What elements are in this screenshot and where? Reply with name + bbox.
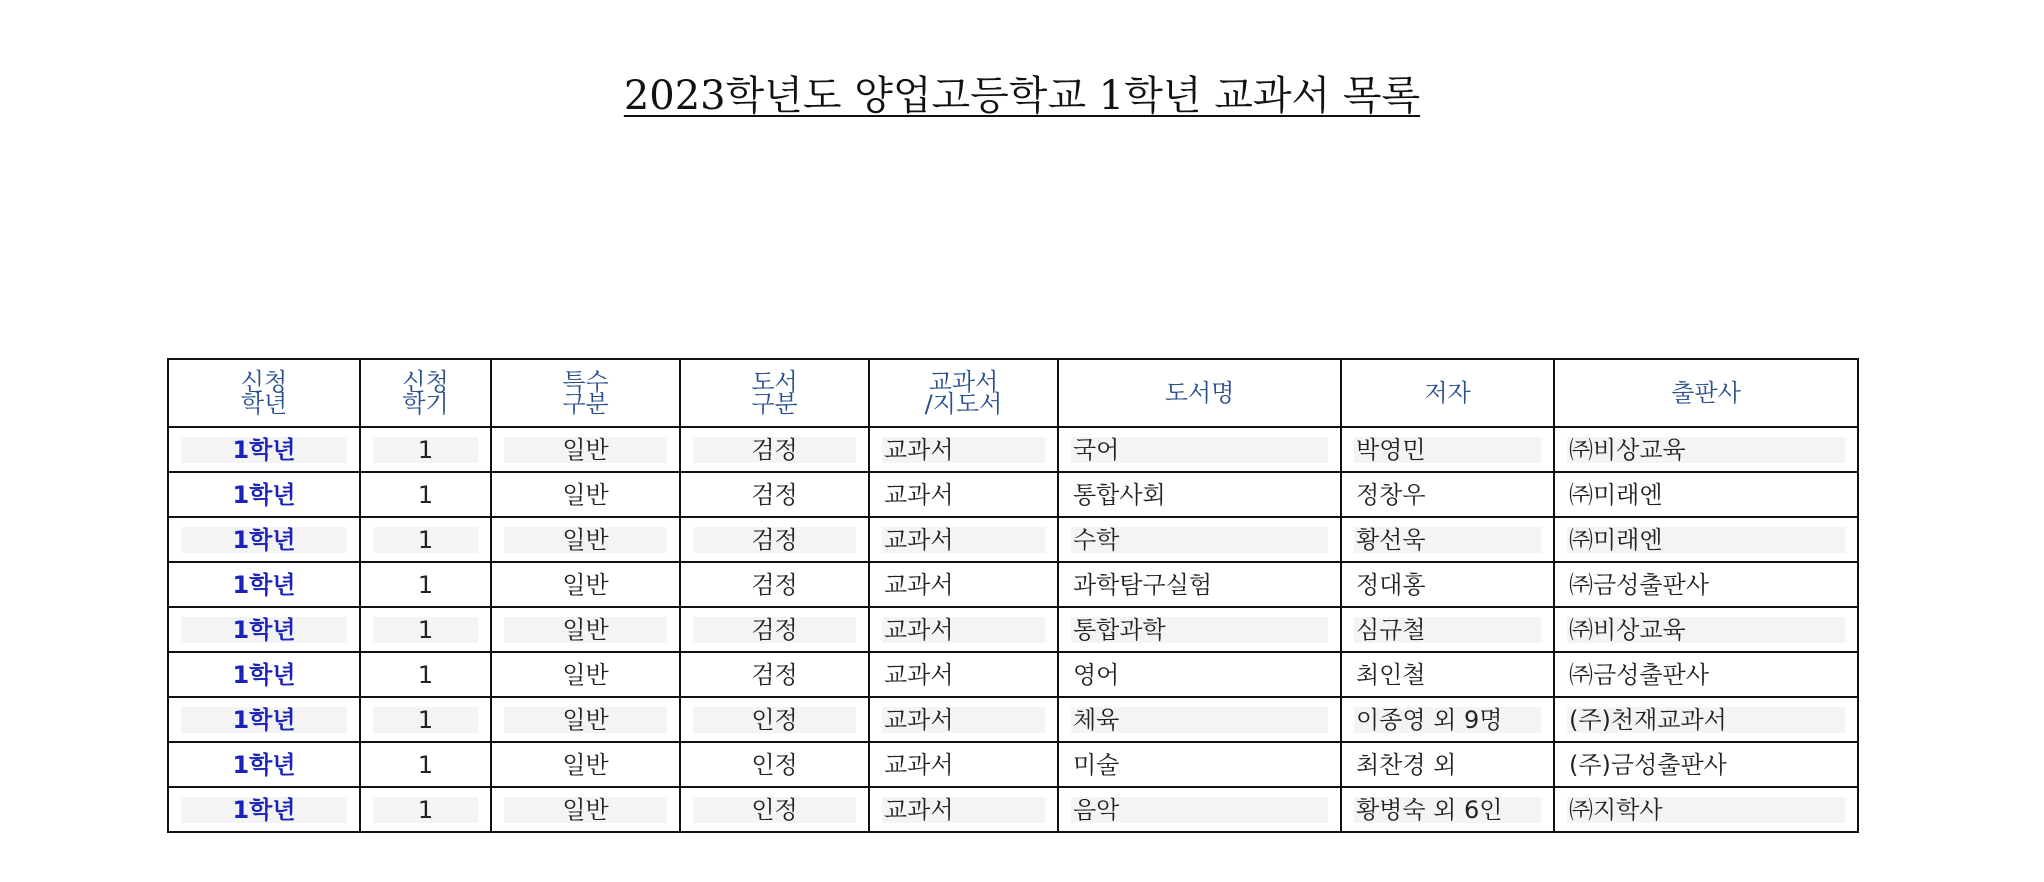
cell-book-type-text: 검정 — [751, 570, 798, 599]
cell-book-name-text: 통합과학 — [1071, 617, 1328, 643]
cell-book-type-text: 인정 — [751, 750, 798, 779]
cell-book-type-text: 검정 — [693, 617, 856, 643]
cell-kind-text: 교과서 — [882, 437, 1045, 463]
cell-book-name — [1058, 787, 1341, 832]
cell-semester — [360, 787, 491, 832]
cell-special — [491, 652, 680, 697]
cell-author-text: 심규철 — [1354, 617, 1541, 643]
cell-publisher — [1554, 562, 1858, 607]
cell-author-text: 정대홍 — [1356, 570, 1426, 599]
cell-grade-text: 1학년 — [181, 437, 347, 463]
cell-book-name-text: 국어 — [1071, 437, 1328, 463]
cell-special-text: 일반 — [504, 527, 667, 553]
header-special: 특수 구분 — [491, 359, 680, 427]
cell-book-name — [1058, 472, 1341, 517]
cell-semester-text: 1 — [417, 570, 434, 599]
cell-book-type — [680, 427, 869, 472]
cell-book-name-text: 미술 — [1073, 750, 1120, 779]
cell-special — [491, 427, 680, 472]
cell-publisher — [1554, 787, 1858, 832]
cell-kind-text: 교과서 — [884, 750, 954, 779]
cell-book-name — [1058, 742, 1341, 787]
cell-special — [491, 697, 680, 742]
cell-special-text: 일반 — [562, 570, 609, 599]
cell-semester — [360, 607, 491, 652]
cell-special-text: 일반 — [504, 797, 667, 823]
cell-author-text: 황선욱 — [1354, 527, 1541, 553]
cell-grade-text: 1학년 — [181, 707, 347, 733]
cell-author — [1341, 562, 1554, 607]
cell-author — [1341, 472, 1554, 517]
cell-kind — [869, 517, 1058, 562]
cell-semester-text: 1 — [417, 750, 434, 779]
cell-author-text: 최인철 — [1356, 660, 1426, 689]
textbook-table — [167, 358, 1859, 833]
cell-special-text: 일반 — [562, 750, 609, 779]
cell-grade — [168, 652, 360, 697]
cell-kind — [869, 472, 1058, 517]
cell-publisher-text: ㈜금성출판사 — [1569, 570, 1709, 599]
cell-publisher — [1554, 517, 1858, 562]
cell-author — [1341, 427, 1554, 472]
cell-grade-text: 1학년 — [232, 660, 296, 689]
cell-publisher — [1554, 697, 1858, 742]
cell-book-type — [680, 472, 869, 517]
cell-special-text: 일반 — [504, 707, 667, 733]
cell-author-text: 최찬경 외 — [1356, 750, 1457, 779]
cell-book-name — [1058, 562, 1341, 607]
header-semester: 신청 학기 — [360, 359, 491, 427]
cell-publisher-text: ㈜미래엔 — [1567, 527, 1845, 553]
table-row — [168, 472, 1858, 517]
cell-publisher-text: ㈜비상교육 — [1567, 617, 1845, 643]
cell-grade-text: 1학년 — [181, 617, 347, 643]
table-header-row — [168, 359, 1858, 427]
cell-book-type — [680, 652, 869, 697]
cell-book-type-text: 검정 — [751, 660, 798, 689]
cell-kind — [869, 697, 1058, 742]
cell-special-text: 일반 — [504, 437, 667, 463]
cell-book-name — [1058, 607, 1341, 652]
cell-kind-text: 교과서 — [882, 527, 1045, 553]
cell-publisher-text: ㈜비상교육 — [1567, 437, 1845, 463]
cell-book-type — [680, 517, 869, 562]
cell-grade — [168, 472, 360, 517]
cell-semester-text: 1 — [373, 707, 478, 733]
header-grade: 신청 학년 — [168, 359, 360, 427]
cell-semester-text: 1 — [373, 797, 478, 823]
cell-author — [1341, 607, 1554, 652]
cell-grade — [168, 607, 360, 652]
header-book-type: 도서 구분 — [680, 359, 869, 427]
cell-book-type-text: 검정 — [693, 527, 856, 553]
cell-special — [491, 472, 680, 517]
cell-publisher — [1554, 607, 1858, 652]
cell-book-name-text: 영어 — [1073, 660, 1120, 689]
header-book-name: 도서명 — [1058, 359, 1341, 427]
cell-semester — [360, 472, 491, 517]
cell-book-name-text: 통합사회 — [1073, 480, 1166, 509]
cell-book-type — [680, 787, 869, 832]
cell-author — [1341, 742, 1554, 787]
cell-book-type-text: 인정 — [693, 797, 856, 823]
document-title-text: 2023학년도 양업고등학교 1학년 교과서 목록 — [623, 73, 1421, 119]
cell-special-text: 일반 — [504, 617, 667, 643]
cell-author — [1341, 517, 1554, 562]
cell-semester — [360, 742, 491, 787]
cell-grade-text: 1학년 — [232, 750, 296, 779]
cell-publisher — [1554, 427, 1858, 472]
table-row — [168, 517, 1858, 562]
cell-kind — [869, 787, 1058, 832]
cell-grade — [168, 517, 360, 562]
cell-semester — [360, 517, 491, 562]
cell-semester-text: 1 — [373, 437, 478, 463]
cell-publisher — [1554, 652, 1858, 697]
cell-special — [491, 787, 680, 832]
table-row — [168, 787, 1858, 832]
cell-grade-text: 1학년 — [232, 570, 296, 599]
cell-semester — [360, 562, 491, 607]
cell-semester-text: 1 — [373, 617, 478, 643]
cell-book-name-text: 수학 — [1071, 527, 1328, 553]
table-row — [168, 742, 1858, 787]
cell-semester — [360, 697, 491, 742]
cell-author — [1341, 697, 1554, 742]
cell-kind — [869, 427, 1058, 472]
cell-kind-text: 교과서 — [882, 797, 1045, 823]
cell-author-text: 이종영 외 9명 — [1354, 707, 1541, 733]
cell-book-type — [680, 607, 869, 652]
cell-book-name — [1058, 517, 1341, 562]
cell-kind — [869, 742, 1058, 787]
table-row — [168, 562, 1858, 607]
cell-book-type-text: 검정 — [751, 480, 798, 509]
cell-grade — [168, 427, 360, 472]
cell-book-name-text: 음악 — [1071, 797, 1328, 823]
cell-special — [491, 742, 680, 787]
table-body — [168, 427, 1858, 832]
cell-semester-text: 1 — [417, 660, 434, 689]
cell-author — [1341, 787, 1554, 832]
cell-publisher-text: ㈜미래엔 — [1569, 480, 1663, 509]
cell-semester-text: 1 — [373, 527, 478, 553]
cell-special — [491, 607, 680, 652]
cell-book-name-text: 과학탐구실험 — [1073, 570, 1213, 599]
cell-kind-text: 교과서 — [882, 707, 1045, 733]
cell-grade-text: 1학년 — [181, 797, 347, 823]
cell-book-type — [680, 697, 869, 742]
cell-special-text: 일반 — [562, 480, 609, 509]
cell-publisher-text: (주)천재교과서 — [1567, 707, 1845, 733]
cell-grade-text: 1학년 — [181, 527, 347, 553]
cell-book-type-text: 인정 — [693, 707, 856, 733]
table-row — [168, 697, 1858, 742]
cell-kind — [869, 652, 1058, 697]
cell-semester — [360, 427, 491, 472]
cell-grade — [168, 697, 360, 742]
table-row — [168, 607, 1858, 652]
cell-book-name — [1058, 427, 1341, 472]
document-title — [0, 70, 2044, 122]
cell-grade — [168, 742, 360, 787]
cell-book-type — [680, 742, 869, 787]
cell-author-text: 정창우 — [1356, 480, 1426, 509]
cell-kind — [869, 607, 1058, 652]
cell-author-text: 박영민 — [1354, 437, 1541, 463]
cell-grade — [168, 562, 360, 607]
cell-semester-text: 1 — [417, 480, 434, 509]
cell-special — [491, 562, 680, 607]
cell-kind-text: 교과서 — [882, 617, 1045, 643]
cell-kind-text: 교과서 — [884, 570, 954, 599]
cell-publisher-text: (주)금성출판사 — [1569, 750, 1727, 779]
cell-publisher-text: ㈜금성출판사 — [1569, 660, 1709, 689]
table-row — [168, 427, 1858, 472]
cell-book-type-text: 검정 — [693, 437, 856, 463]
cell-author-text: 황병숙 외 6인 — [1354, 797, 1541, 823]
cell-kind — [869, 562, 1058, 607]
cell-grade — [168, 787, 360, 832]
cell-book-name — [1058, 652, 1341, 697]
cell-publisher — [1554, 472, 1858, 517]
cell-kind-text: 교과서 — [884, 480, 954, 509]
header-kind: 교과서 /지도서 — [869, 359, 1058, 427]
cell-book-name-text: 체육 — [1071, 707, 1328, 733]
cell-book-type — [680, 562, 869, 607]
cell-kind-text: 교과서 — [884, 660, 954, 689]
cell-publisher-text: ㈜지학사 — [1567, 797, 1845, 823]
cell-special-text: 일반 — [562, 660, 609, 689]
cell-publisher — [1554, 742, 1858, 787]
header-publisher: 출판사 — [1554, 359, 1858, 427]
cell-grade-text: 1학년 — [232, 480, 296, 509]
cell-author — [1341, 652, 1554, 697]
cell-special — [491, 517, 680, 562]
table-row — [168, 652, 1858, 697]
cell-semester — [360, 652, 491, 697]
header-author: 저자 — [1341, 359, 1554, 427]
cell-book-name — [1058, 697, 1341, 742]
